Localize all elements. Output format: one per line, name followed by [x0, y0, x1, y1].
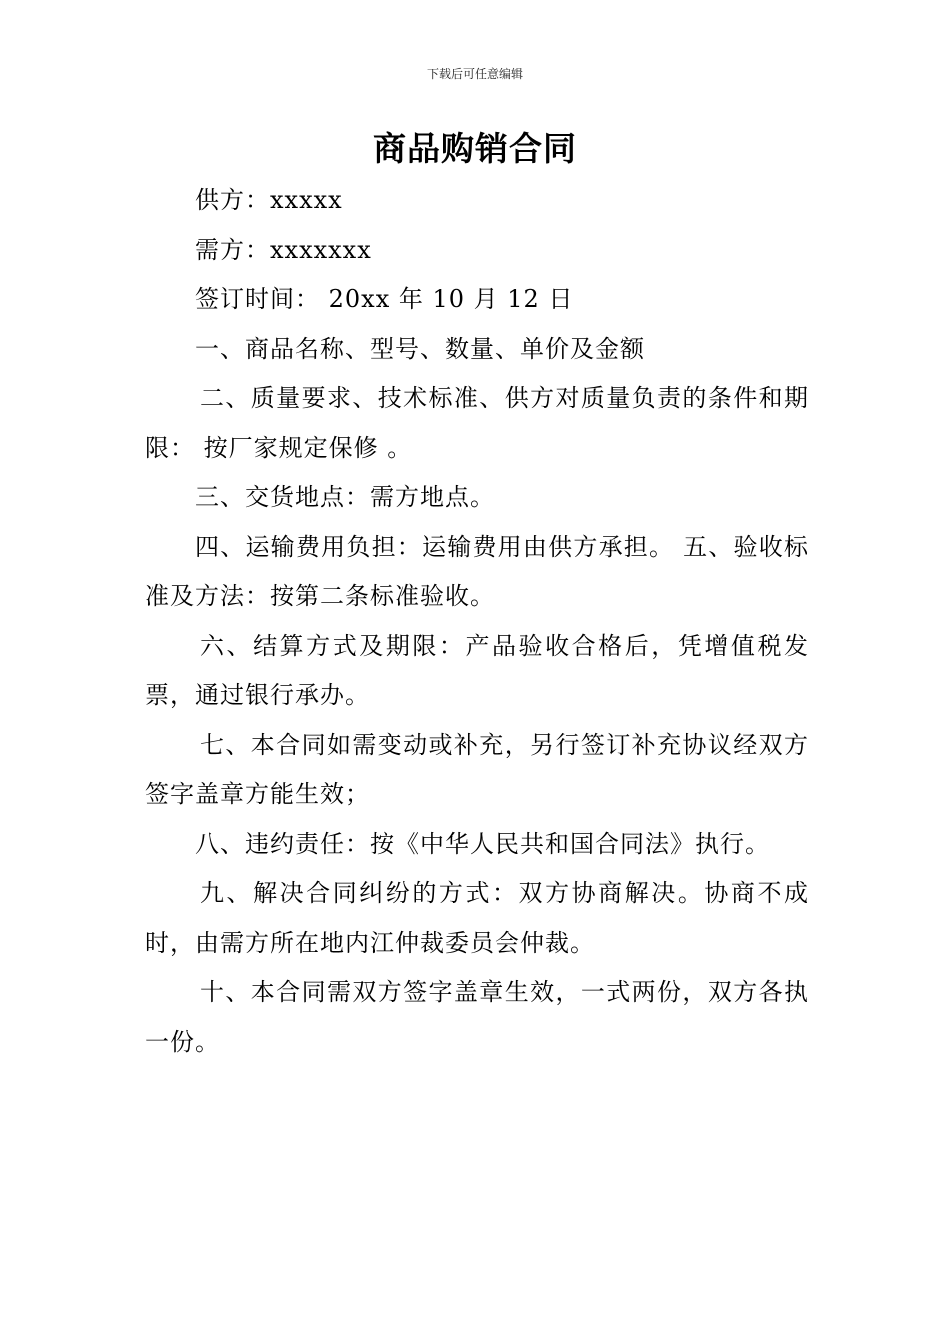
clause-9: 九、解决合同纠纷的方式：双方协商解决。协商不成时，由需方所在地内江仲裁委员会仲裁。 [145, 879, 809, 957]
clause-3: 三、交货地点：需方地点。 [195, 483, 495, 511]
clause-6: 六、结算方式及期限：产品验收合格后，凭增值税发票，通过银行承办。 [145, 631, 809, 709]
clause-7: 七、本合同如需变动或补充，另行签订补充协议经双方签字盖章方能生效； [145, 730, 809, 808]
clause-1: 一、商品名称、型号、数量、单价及金额 [195, 334, 645, 363]
buyer-line: 需方：xxxxxxx [195, 235, 372, 264]
document-body [145, 176, 809, 1067]
document-title: 商品购销合同 [373, 129, 577, 168]
supplier-line: 供方：xxxxx [195, 186, 343, 214]
sign-date-line: 签订时间： 20xx 年 10 月 12 日 [195, 285, 574, 313]
clause-2: 二、质量要求、技术标准、供方对质量负责的条件和期限： 按厂家规定保修 。 [145, 384, 809, 462]
clause-8: 八、违约责任：按《中华人民共和国合同法》执行。 [195, 829, 770, 858]
header-note: 下载后可任意编辑 [426, 67, 523, 81]
clause-10: 十、本合同需双方签字盖章生效，一式两份，双方各执一份。 [145, 978, 809, 1056]
clause-4-5: 四、运输费用负担：运输费用由供方承担。 五、验收标准及方法：按第二条标准验收。 [145, 532, 809, 610]
